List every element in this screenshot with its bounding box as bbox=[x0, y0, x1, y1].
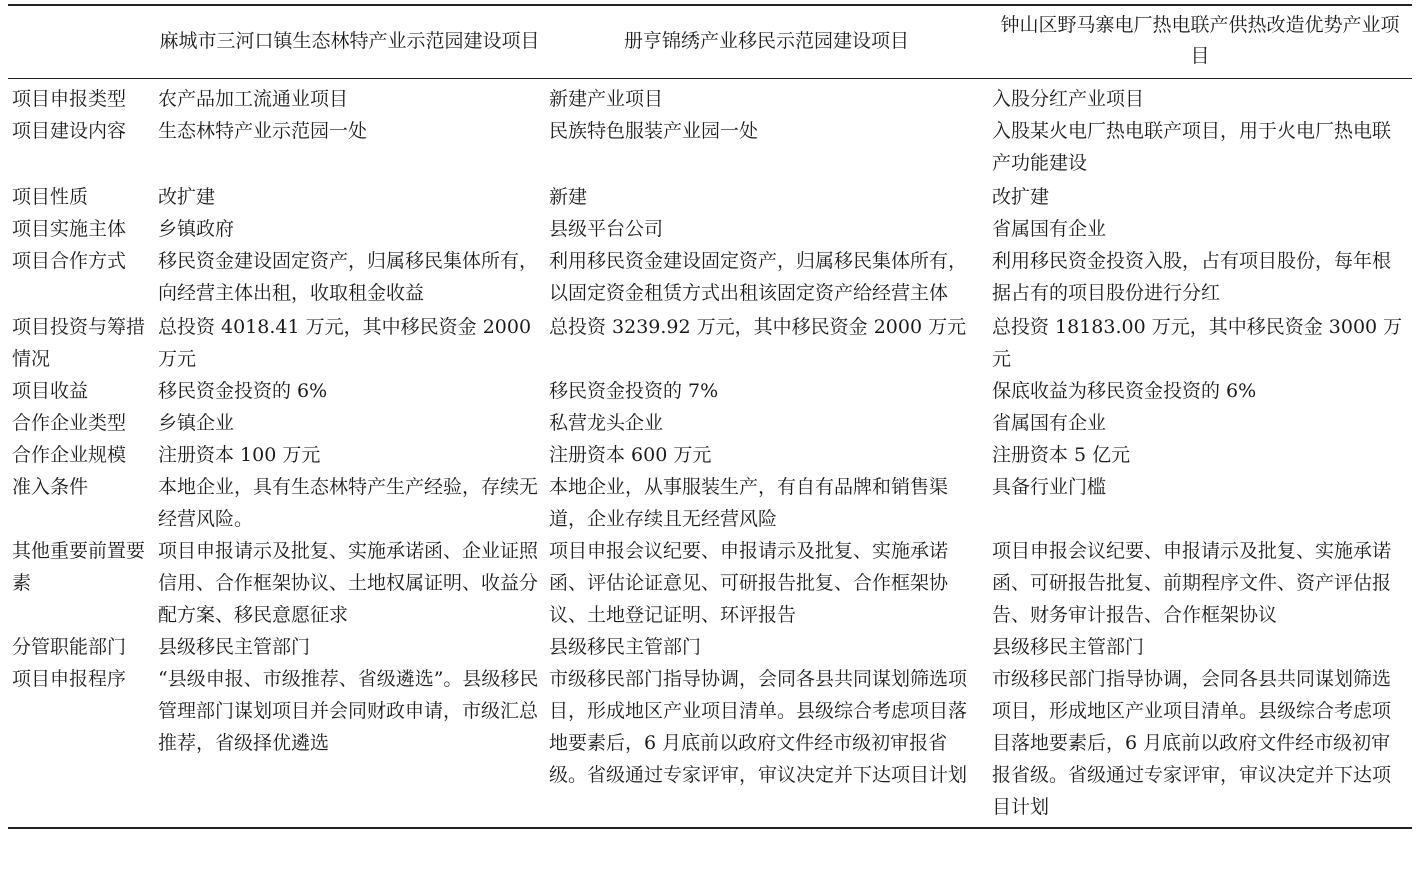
table-cell: 改扩建 bbox=[992, 186, 1050, 208]
table-cell: 总投资 18183.00 万元，其中移民资金 3000 万元 bbox=[992, 316, 1403, 370]
header-row bbox=[8, 5, 1412, 79]
table-cell: 私营龙头企业 bbox=[549, 412, 664, 434]
table-cell: 县级平台公司 bbox=[549, 218, 664, 240]
row-label: 项目实施主体 bbox=[12, 218, 127, 240]
table-cell: 保底收益为移民资金投资的 6% bbox=[992, 380, 1257, 402]
table-row bbox=[8, 663, 1412, 828]
table-row bbox=[8, 407, 1412, 439]
table-cell: 县级移民主管部门 bbox=[158, 636, 311, 658]
table-cell: 入股某火电厂热电联产项目，用于火电厂热电联产功能建设 bbox=[992, 120, 1392, 174]
table-cell: 注册资本 5 亿元 bbox=[992, 444, 1131, 466]
table-cell: 县级移民主管部门 bbox=[549, 636, 702, 658]
table-cell: 省属国有企业 bbox=[992, 218, 1107, 240]
table-row bbox=[8, 181, 1412, 213]
table-cell: 乡镇政府 bbox=[158, 218, 235, 240]
table-cell: 市级移民部门指导协调，会同各县共同谋划筛选项目，形成地区产业项目清单。县级综合考虑项目落地要素后，6 月底前以政府文件经市级初审报省级。省级通过专家评审，审议决定并下达项目计划 bbox=[992, 668, 1392, 818]
row-label: 分管职能部门 bbox=[12, 636, 127, 658]
table-row bbox=[8, 631, 1412, 663]
table-cell: 新建产业项目 bbox=[549, 88, 664, 110]
row-label: 其他重要前置要素 bbox=[12, 540, 146, 594]
header-cell-macheng: 麻城市三河口镇生态林特产业示范园建设项目 bbox=[154, 5, 545, 79]
table-row bbox=[8, 79, 1412, 116]
table-cell: 民族特色服装产业园一处 bbox=[549, 120, 759, 142]
table-row bbox=[8, 245, 1412, 311]
table-cell: 项目申报会议纪要、申报请示及批复、实施承诺函、可研报告批复、前期程序文件、资产评估报告、财务审计报告、合作框架协议 bbox=[992, 540, 1392, 626]
table-row bbox=[8, 375, 1412, 407]
table-cell: 移民资金建设固定资产，归属移民集体所有，向经营主体出租，收取租金收益 bbox=[158, 250, 539, 304]
row-label: 合作企业规模 bbox=[12, 444, 127, 466]
table-cell: 注册资本 600 万元 bbox=[549, 444, 712, 466]
table-cell: 移民资金投资的 7% bbox=[549, 380, 719, 402]
row-label: 项目收益 bbox=[12, 380, 89, 402]
table-cell: 农产品加工流通业项目 bbox=[158, 88, 349, 110]
table-cell: 移民资金投资的 6% bbox=[158, 380, 328, 402]
table-cell: 利用移民资金建设固定资产，归属移民集体所有，以固定资金租赁方式出租该固定资产给经营主体 bbox=[549, 250, 968, 304]
row-label: 项目投资与筹措情况 bbox=[12, 316, 146, 370]
table-cell: 改扩建 bbox=[158, 186, 216, 208]
row-label: 项目性质 bbox=[12, 186, 89, 208]
table-cell: 乡镇企业 bbox=[158, 412, 235, 434]
table-cell: 市级移民部门指导协调，会同各县共同谋划筛选项目，形成地区产业项目清单。县级综合考虑项目落地要素后，6 月底前以政府文件经市级初审报省级。省级通过专家评审，审议决定并下达项目计划 bbox=[549, 668, 968, 786]
table-cell: 入股分红产业项目 bbox=[992, 88, 1145, 110]
table-row bbox=[8, 471, 1412, 535]
row-label: 合作企业类型 bbox=[12, 412, 127, 434]
header-cell-blank bbox=[8, 5, 154, 79]
row-label: 项目建设内容 bbox=[12, 120, 127, 142]
table-cell: 利用移民资金投资入股，占有项目股份，每年根据占有的项目股份进行分红 bbox=[992, 250, 1392, 304]
table-cell: 生态林特产业示范园一处 bbox=[158, 120, 368, 142]
table-cell: 总投资 3239.92 万元，其中移民资金 2000 万元 bbox=[549, 316, 967, 338]
comparison-table bbox=[8, 4, 1412, 829]
table-cell: 具备行业门槛 bbox=[992, 476, 1107, 498]
row-label: 准入条件 bbox=[12, 476, 89, 498]
table-cell: 项目申报会议纪要、申报请示及批复、实施承诺函、评估论证意见、可研报告批复、合作框架协议、土地登记证明、环评报告 bbox=[549, 540, 949, 626]
table-cell: 注册资本 100 万元 bbox=[158, 444, 321, 466]
header-cell-ceheng: 册亨锦绣产业移民示范园建设项目 bbox=[545, 5, 988, 79]
table-row bbox=[8, 535, 1412, 631]
table-row bbox=[8, 213, 1412, 245]
table-cell: “县级申报、市级推荐、省级遴选”。县级移民管理部门谋划项目并会同财政申请，市级汇总推荐，省级择优遴选 bbox=[158, 668, 539, 754]
table-row bbox=[8, 311, 1412, 375]
table-row bbox=[8, 439, 1412, 471]
table-cell: 项目申报请示及批复、实施承诺函、企业证照信用、合作框架协议、土地权属证明、收益分配方案、移民意愿征求 bbox=[158, 540, 539, 626]
header-cell-zhongshan: 钟山区野马寨电厂热电联产供热改造优势产业项目 bbox=[988, 5, 1412, 79]
table-cell: 新建 bbox=[549, 186, 588, 208]
table-cell: 总投资 4018.41 万元，其中移民资金 2000 万元 bbox=[158, 316, 532, 370]
row-label: 项目申报程序 bbox=[12, 668, 127, 690]
row-label: 项目申报类型 bbox=[12, 88, 127, 110]
table-cell: 本地企业，从事服装生产，有自有品牌和销售渠道，企业存续且无经营风险 bbox=[549, 476, 949, 530]
table-cell: 县级移民主管部门 bbox=[992, 636, 1145, 658]
table-cell: 本地企业，具有生态林特产生产经验，存续无经营风险。 bbox=[158, 476, 539, 530]
row-label: 项目合作方式 bbox=[12, 250, 127, 272]
table-row bbox=[8, 115, 1412, 181]
table-cell: 省属国有企业 bbox=[992, 412, 1107, 434]
